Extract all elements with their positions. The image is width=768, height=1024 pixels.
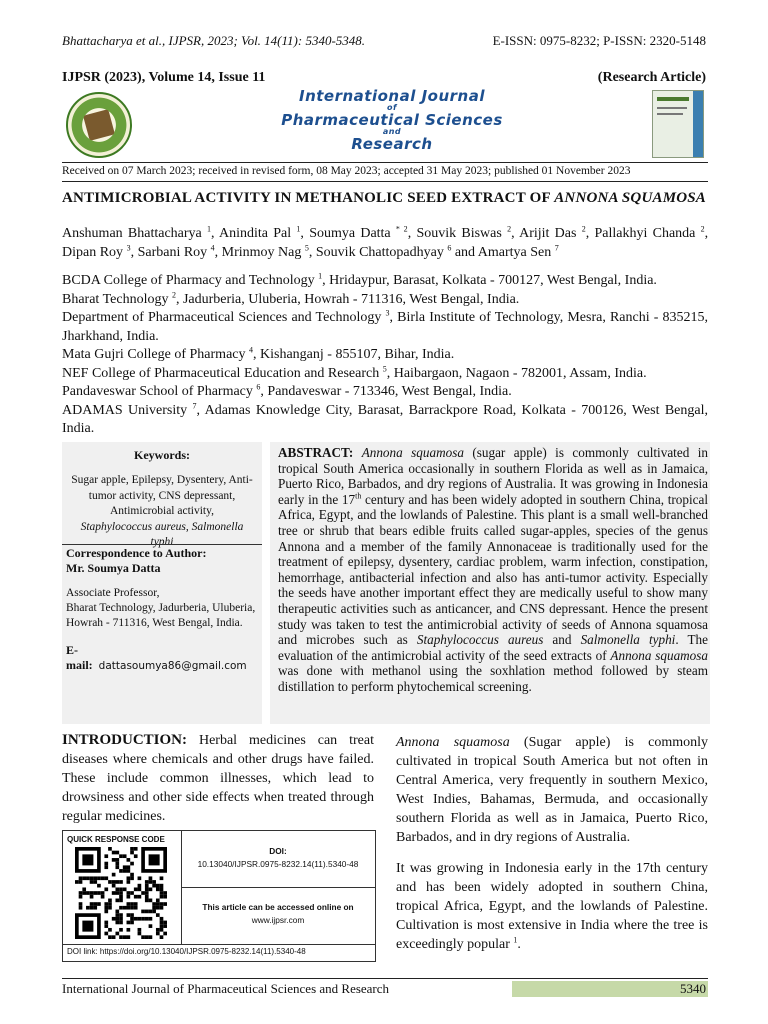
- author-name: Soumya Datta: [309, 226, 391, 241]
- keywords-heading: Keywords:: [134, 448, 190, 462]
- page-number-bar: [512, 981, 708, 997]
- header-divider: [62, 162, 708, 163]
- issue-line: IJPSR (2023), Volume 14, Issue 11: [62, 70, 266, 85]
- correspondence-heading: Correspondence to Author:: [66, 546, 207, 560]
- affiliation: BCDA College of Pharmacy and Technology $^1$, Hridaypur, Barasat, Kolkata - 700127, West Bengal, India.: [62, 271, 657, 288]
- author-name: Souvik Chattopadhyay: [315, 245, 444, 260]
- email-link[interactable]: dattasoumya86@gmail.com: [98, 660, 247, 672]
- doi-link[interactable]: DOI link: https://doi.org/10.13040/IJPSR.0975-8232.14(11).5340-48: [67, 947, 306, 956]
- running-header-citation: Bhattacharya et al., IJPSR, 2023; Vol. 14(11): 5340-5348.: [62, 33, 366, 48]
- keywords-text: Sugar apple, Epilepsy, Dysentery, Anti-tumor activity, CNS depressant, Antimicrobial activity, Staphylococcus aureus, Salmonella typhi: [71, 474, 253, 548]
- affiliation: ADAMAS University $^7$, Adamas Knowledge City, Barasat, Barrackpore Road, Kolkata - 700126, West Bengal, India.: [62, 400, 709, 436]
- paragraph-2: It was growing in Indonesia early in the 17th century and has been widely adopted in southern China, tropical Africa, Egypt, and the lowlands of Palestine. Cultivation is most extensive in India where the tree is exceedingly popular $^1$.: [396, 861, 708, 952]
- author-list: Anshuman Bhattacharya $^1$, Anindita Pal $^1$, Soumya Datta $^{* 2}$, Souvik Biswas $^2$, Arijit Das $^2$, Pallakhyi Chanda $^2$, Dipan Roy $^3$, Sarbani Roy $^4$, Mrinmoy Nag $^5$, Souvik Chattopadhyay $^6$ and Amartya Sen $^7$: [62, 224, 709, 260]
- correspondence-affiliation: Associate Professor, Bharat Technology, Jadurberia, Uluberia, Howrah - 711316, West Bengal, India.: [66, 587, 256, 629]
- abstract: ABSTRACT: Annona squamosa (sugar apple) is commonly cultivated in tropical South America occasionally in southern Florida as well as in Jamaica, Puerto Rico, Barbados, and dry regions of Australia. It was growing in Indonesia early in the 17th century and has been widely adopted in southern China, tropical Africa, Egypt, and the lowlands of Palestine. This plant is a small well-branched tree or shrub that bears edible fruits called sugar-apples, species of the genus Annona and a member of the family Annonaceae is traditionally used for the treatment of epilepsy, dysentery, cardiac problem, warm infection, constipation, hemorrhage, antibacterial infection and also has anti-tumor activity. Especially the seeds have another important effect they are medically useful to show many therapeutic activities such as anticancer, and CNS depressant. Hence the present study was taken to test the antimicrobial activity of seeds of Annona squamosa and microbes such as Staphylococcus aureus and Salmonella typhi. The evaluation of the antimicrobial activity of the seed extracts of Annona squamosa was done with methanol using the soxhlation method followed by steam distillation to perform phytochemical screening.: [278, 445, 709, 694]
- author-name: Anindita Pal: [219, 226, 292, 241]
- affiliation: Department of Pharmaceutical Sciences and Technology $^3$, Birla Institute of Technology, Mesra, Ranchi - 835215, Jharkhand, India.: [62, 308, 708, 344]
- author-name: Arijit Das: [519, 226, 577, 241]
- footer-journal: International Journal of Pharmaceutical Sciences and Research: [62, 981, 390, 996]
- keywords-correspondence-box: [62, 442, 262, 724]
- website-link[interactable]: www.ijpsr.com: [251, 915, 305, 925]
- affiliation-list: [62, 272, 708, 439]
- doi-cell: DOI: 10.13040/IJPSR.0975-8232.14(11).5340-48: [197, 846, 359, 869]
- article-title: ANTIMICROBIAL ACTIVITY IN METHANOLIC SEED EXTRACT OF ANNONA SQUAMOSA: [62, 190, 707, 206]
- introduction-heading: INTRODUCTION:: [62, 732, 188, 748]
- journal-seal-logo-icon: [66, 92, 132, 158]
- body-column-right: [396, 733, 708, 966]
- correspondence-email: E-mail: dattasoumya86@gmail.com: [66, 643, 247, 672]
- paragraph-1: Annona squamosa (Sugar apple) is commonly cultivated in tropical South America but not often in Central America, very frequently in southern Mexico, West Indies, Bahamas, Bermuda, and occasionally southern Florida as well as in Jamaica, Puerto Rico, Barbados, and in dry regions of Australia.: [396, 735, 708, 845]
- journal-name-logo: International Journal of Pharmaceutical Sciences and Research: [281, 87, 503, 153]
- author-name: Mrinmoy Nag: [221, 245, 302, 260]
- access-cell: This article can be accessed online on www.ijpsr.com: [202, 902, 354, 925]
- introduction: INTRODUCTION: Herbal medicines can treat diseases where chemicals and other drugs have failed. These include common illnesses, which lead to drowsiness and other side effects when treated through regular medicines.: [62, 732, 374, 824]
- correspondence-name: Mr. Soumya Datta: [66, 561, 161, 575]
- author-name: Souvik Biswas: [416, 226, 502, 241]
- qr-code-icon[interactable]: [75, 847, 167, 939]
- author-name: Sarbani Roy: [137, 245, 208, 260]
- author-name: Pallakhyi Chanda: [594, 226, 696, 241]
- page-number: 5340: [680, 981, 706, 996]
- footer-divider: [62, 978, 708, 979]
- article-type: (Research Article): [597, 70, 706, 85]
- keywords-section: [62, 442, 262, 551]
- author-name: Dipan Roy: [62, 245, 124, 260]
- author-name: Anshuman Bhattacharya: [62, 226, 202, 241]
- journal-cover-thumbnail-icon: [652, 90, 704, 158]
- journal-banner: [62, 88, 708, 160]
- qr-label: QUICK RESPONSE CODE: [67, 835, 165, 844]
- author-name: Amartya Sen: [477, 245, 552, 260]
- received-divider: [62, 181, 708, 182]
- received-dates: Received on 07 March 2023; received in revised form, 08 May 2023; accepted 31 May 2023; published 01 November 2023: [62, 165, 631, 177]
- qr-doi-box: [62, 830, 376, 962]
- affiliation: Mata Gujri College of Pharmacy $^4$, Kishanganj - 855107, Bihar, India.: [62, 345, 455, 362]
- affiliation: Bharat Technology $^2$, Jadurberia, Uluberia, Howrah - 711316, West Bengal, India.: [62, 289, 520, 307]
- correspondence-section: [66, 546, 258, 674]
- affiliation: Pandaveswar School of Pharmacy $^6$, Pandaveswar - 713346, West Bengal, India.: [62, 382, 512, 399]
- affiliation: NEF College of Pharmaceutical Education and Research $^5$, Haibargaon, Nagaon - 782001, Assam, India.: [62, 363, 647, 381]
- running-header-issn: E-ISSN: 0975-8232; P-ISSN: 2320-5148: [492, 33, 706, 48]
